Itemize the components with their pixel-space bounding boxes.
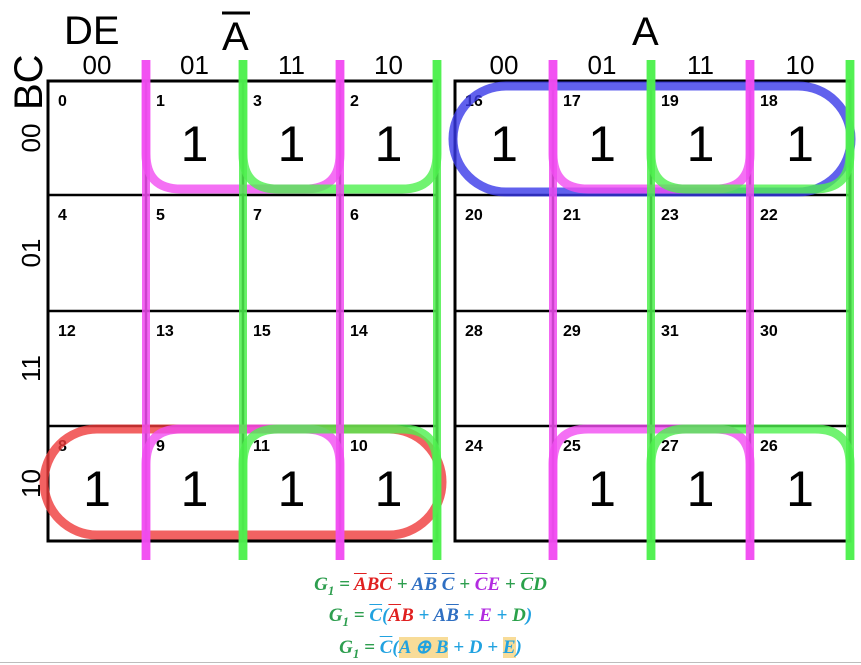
col-code: 10 xyxy=(374,50,403,80)
cell-value: 1 xyxy=(786,116,814,172)
eq2-term-ab: $\overline{A}B$ xyxy=(388,605,414,626)
eq2-term-d: D xyxy=(512,605,526,626)
cell-value: 1 xyxy=(83,461,111,517)
eq3-term-d: D xyxy=(468,637,483,658)
eq3-open-paren: ( xyxy=(392,637,399,658)
eq2-term-ab2: $A\overline{B}$ xyxy=(433,605,459,626)
eq1-plus-1: + xyxy=(392,574,412,595)
cell-value: 1 xyxy=(588,116,616,172)
bottom-divider xyxy=(0,662,861,663)
eq2-g: G xyxy=(328,605,343,626)
eq1-g: G xyxy=(314,574,328,595)
eq3-xor-term: A ⊕ B xyxy=(398,637,449,658)
eq2-plus-2: + xyxy=(458,605,480,626)
a-bar-label: A xyxy=(222,15,249,59)
cell-value: 1 xyxy=(686,461,715,517)
eq2-c-bar: $\overline{C}$ xyxy=(369,605,383,626)
cell-index: 12 xyxy=(58,323,76,340)
cell-index: 26 xyxy=(760,438,778,455)
col-code: 01 xyxy=(180,50,209,80)
cell-index: 29 xyxy=(563,323,581,340)
cell-index: 28 xyxy=(465,323,483,340)
cell-index: 6 xyxy=(350,207,359,224)
eq2-plus-3: + xyxy=(491,605,513,626)
cell-index: 10 xyxy=(350,438,368,455)
row-code: 11 xyxy=(16,355,46,382)
eq3-c-bar: $\overline{C}$ xyxy=(379,637,393,658)
col-code: 11 xyxy=(278,50,305,80)
cell-index: 24 xyxy=(465,438,483,455)
eq2-equals: = xyxy=(349,605,370,626)
eq2-close-paren: ) xyxy=(525,605,533,626)
cell-index: 9 xyxy=(156,438,165,455)
de-label: DE xyxy=(64,9,120,53)
equation-1 xyxy=(0,574,861,599)
cell-value: 1 xyxy=(374,116,403,172)
cell-index: 14 xyxy=(350,323,368,340)
eq3-close-paren: ) xyxy=(515,637,522,658)
a-label: A xyxy=(632,10,659,54)
cell-index: 19 xyxy=(661,93,679,110)
col-code: 01 xyxy=(587,50,617,80)
cell-index: 13 xyxy=(156,323,174,340)
cell-index: 2 xyxy=(350,93,359,110)
cell-index: 1 xyxy=(156,93,165,110)
cell-index: 5 xyxy=(156,207,165,224)
eq1-term-abc2: $A\overline{B}$ $\overline{C}$ xyxy=(411,574,455,595)
cell-index: 20 xyxy=(465,207,483,224)
cell-index: 31 xyxy=(661,323,679,340)
eq3-g: G xyxy=(339,637,353,658)
eq1-plus-2: + xyxy=(454,574,475,595)
cell-index: 8 xyxy=(58,438,67,455)
cell-index: 25 xyxy=(563,438,581,455)
eq3-equals: = xyxy=(359,637,380,658)
cell-index: 16 xyxy=(465,93,483,110)
cell-value: 1 xyxy=(180,461,209,517)
cell-value: 1 xyxy=(180,116,209,172)
col-code: 10 xyxy=(785,50,815,80)
cell-index: 7 xyxy=(253,207,262,224)
cell-index: 21 xyxy=(563,207,581,224)
eq2-plus-1: + xyxy=(413,605,434,626)
equation-2 xyxy=(0,605,861,630)
cell-index: 22 xyxy=(760,207,778,224)
cell-index: 11 xyxy=(253,438,270,455)
equation-3 xyxy=(0,636,861,662)
cell-value: 1 xyxy=(786,461,814,517)
col-code: 11 xyxy=(687,50,714,80)
cell-value: 1 xyxy=(588,461,616,517)
eq1-plus-3: + xyxy=(500,574,521,595)
eq1-term-ce: $\overline{C}E$ xyxy=(474,574,501,595)
eq1-term-abc: $\overline{A}B\overline{C}$ xyxy=(353,574,393,595)
cell-index: 23 xyxy=(661,207,679,224)
eq3-plus-1: + xyxy=(448,637,469,658)
col-code: 00 xyxy=(489,50,519,80)
eq1-equals: = xyxy=(334,574,354,595)
col-code: 00 xyxy=(82,50,112,80)
cell-index: 30 xyxy=(760,323,778,340)
eq3-plus-2: + xyxy=(482,637,503,658)
cell-value: 1 xyxy=(490,116,518,172)
cell-index: 18 xyxy=(760,93,778,110)
row-code: 00 xyxy=(16,123,46,153)
row-code: 10 xyxy=(16,469,46,498)
eq3-sub: 1 xyxy=(352,645,360,661)
cell-index: 0 xyxy=(58,93,67,110)
eq1-term-cd: $\overline{C}D$ xyxy=(520,574,547,595)
cell-index: 4 xyxy=(58,207,67,224)
cell-value: 1 xyxy=(374,461,403,517)
cell-value: 1 xyxy=(277,116,306,172)
cell-index: 15 xyxy=(253,323,271,340)
eq3-term-e: E xyxy=(502,637,516,658)
eq2-term-e: E xyxy=(479,605,492,626)
row-code: 01 xyxy=(16,238,46,268)
eq1-sub: 1 xyxy=(327,582,335,598)
cell-value: 1 xyxy=(686,116,715,172)
cell-index: 3 xyxy=(253,93,262,110)
cell-value: 1 xyxy=(277,461,306,517)
cell-index: 17 xyxy=(563,93,581,110)
bc-label: BC xyxy=(7,54,51,110)
eq2-sub: 1 xyxy=(342,613,350,629)
eq2-open-paren: ( xyxy=(382,605,389,626)
cell-index: 27 xyxy=(661,438,679,455)
